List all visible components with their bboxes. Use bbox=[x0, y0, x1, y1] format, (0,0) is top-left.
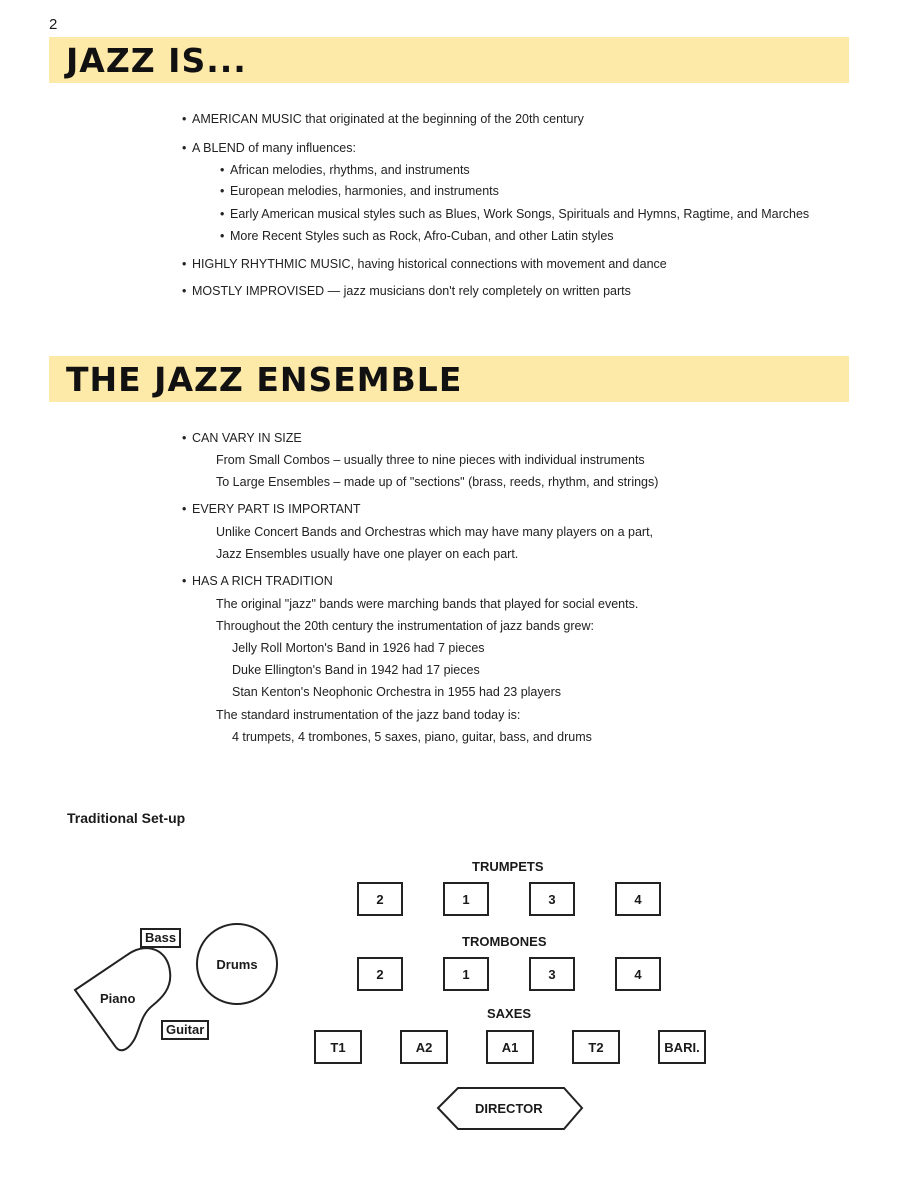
list-item: • More Recent Styles such as Rock, Afro-Cuban, and other Latin styles bbox=[230, 229, 614, 243]
saxes-label: SAXES bbox=[487, 1006, 532, 1021]
trumpet-box: 3 bbox=[529, 882, 575, 916]
list-item: • Early American musical styles such as Blues, Work Songs, Spirituals and Hymns, Ragtime, and Marches bbox=[230, 207, 809, 221]
list-item: • African melodies, rhythms, and instruments bbox=[230, 163, 470, 177]
list-item: • HAS A RICH TRADITION bbox=[192, 574, 333, 588]
sax-box: BARI. bbox=[658, 1030, 706, 1064]
list-text: Stan Kenton's Neophonic Orchestra in 1955 had 23 players bbox=[232, 685, 561, 699]
director-label: DIRECTOR bbox=[475, 1101, 543, 1116]
list-item: • HIGHLY RHYTHMIC MUSIC, having historical connections with movement and dance bbox=[192, 257, 667, 271]
list-item: • European melodies, harmonies, and instruments bbox=[230, 184, 499, 198]
trombone-box: 4 bbox=[615, 957, 661, 991]
list-item: • MOSTLY IMPROVISED — jazz musicians don't rely completely on written parts bbox=[192, 284, 631, 298]
list-text: From Small Combos – usually three to nine pieces with individual instruments bbox=[216, 453, 645, 467]
section-title: THE JAZZ ENSEMBLE bbox=[66, 360, 463, 399]
trombone-box: 1 bbox=[443, 957, 489, 991]
guitar-box: Guitar bbox=[161, 1020, 209, 1040]
list-text: To Large Ensembles – made up of "sections" (brass, reeds, rhythm, and strings) bbox=[216, 475, 659, 489]
drums-label: Drums bbox=[216, 956, 258, 972]
trombone-box: 3 bbox=[529, 957, 575, 991]
sax-box: T2 bbox=[572, 1030, 620, 1064]
list-item: • EVERY PART IS IMPORTANT bbox=[192, 502, 361, 516]
list-text: Jelly Roll Morton's Band in 1926 had 7 pieces bbox=[232, 641, 485, 655]
trombones-label: TROMBONES bbox=[462, 934, 547, 949]
trumpet-box: 4 bbox=[615, 882, 661, 916]
sax-box: T1 bbox=[314, 1030, 362, 1064]
trumpets-label: TRUMPETS bbox=[472, 859, 544, 874]
list-text: 4 trumpets, 4 trombones, 5 saxes, piano, guitar, bass, and drums bbox=[232, 730, 592, 744]
list-text: Throughout the 20th century the instrumentation of jazz bands grew: bbox=[216, 619, 595, 633]
list-item: • CAN VARY IN SIZE bbox=[192, 431, 302, 445]
page-number: 2 bbox=[49, 16, 58, 33]
sax-box: A2 bbox=[400, 1030, 448, 1064]
list-text: Duke Ellington's Band in 1942 had 17 pieces bbox=[232, 663, 480, 677]
list-item: • AMERICAN MUSIC that originated at the beginning of the 20th century bbox=[192, 112, 584, 126]
list-text: Jazz Ensembles usually have one player on each part. bbox=[216, 547, 519, 561]
list-text: The original "jazz" bands were marching bands that played for social events. bbox=[216, 597, 639, 611]
setup-title: Traditional Set-up bbox=[67, 810, 186, 826]
sax-box: A1 bbox=[486, 1030, 534, 1064]
trumpet-box: 2 bbox=[357, 882, 403, 916]
list-text: Unlike Concert Bands and Orchestras which may have many players on a part, bbox=[216, 525, 654, 539]
piano-label: Piano bbox=[100, 991, 136, 1006]
trumpet-box: 1 bbox=[443, 882, 489, 916]
list-text: The standard instrumentation of the jazz band today is: bbox=[216, 708, 521, 722]
bass-box: Bass bbox=[140, 928, 181, 948]
section-title: JAZZ IS... bbox=[66, 41, 247, 80]
trombone-box: 2 bbox=[357, 957, 403, 991]
list-item: • A BLEND of many influences: bbox=[192, 141, 356, 155]
